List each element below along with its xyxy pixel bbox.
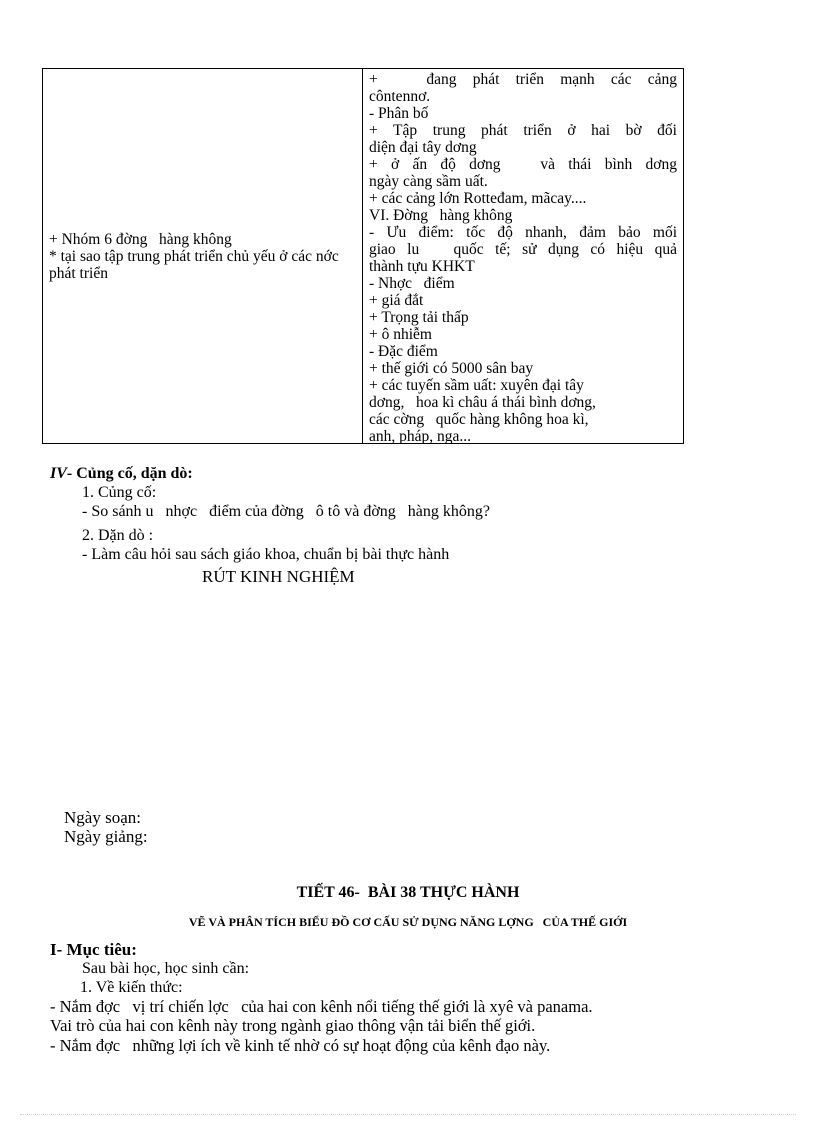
objective-line: - Nắm đợc vị trí chiến lợc của hai con kênh nổi tiếng thế giới là xyê và panama. — [50, 997, 593, 1016]
table-right-line: - Đặc điểm — [369, 343, 438, 360]
lesson-title: TIẾT 46- BÀI 38 THỰC HÀNH — [296, 884, 520, 901]
table-right-cell — [363, 69, 683, 443]
page-bottom-rule — [20, 1114, 796, 1115]
table-right-line: anh, pháp, nga... — [369, 428, 472, 443]
knowledge-heading: 1. Về kiến thức: — [80, 979, 183, 996]
table-right-line: + Tập trung phát triển ở hai bờ đối — [369, 122, 677, 139]
homework-text: - Làm câu hỏi sau sách giáo khoa, chuẩn bị bài thực hành — [82, 546, 450, 563]
teach-date-label: Ngày giảng: — [64, 827, 148, 846]
table-right-line: dơng, hoa kì châu á thái bình dơng, — [369, 394, 596, 411]
review-heading: RÚT KINH NGHIỆM — [202, 567, 355, 586]
table-right-line: diện đại tây dơng — [369, 139, 477, 156]
table-left-line: * tại sao tập trung phát triển chủ yếu ở các nớc phát triển — [49, 247, 351, 282]
table-right-line: + Trọng tải thấp — [369, 309, 469, 326]
objectives-intro: Sau bài học, học sinh cần: — [82, 960, 250, 977]
objective-line: - Nắm đợc những lợi ích về kinh tế nhờ có sự hoạt động của kênh đạo này. — [50, 1036, 551, 1055]
table-right-line: - Phân bố — [369, 105, 429, 122]
table-right-line: + các cảng lớn Rotteđam, mãcay.... — [369, 190, 587, 207]
content-table — [42, 68, 684, 444]
table-right-line: - Ưu điểm: tốc độ nhanh, đảm bảo mối — [369, 224, 677, 241]
consolidate-question: - So sánh u nhợc điểm của đờng ô tô và đờng hàng không? — [82, 503, 490, 520]
table-right-line: côntennơ. — [369, 88, 431, 105]
prep-date-label: Ngày soạn: — [64, 808, 141, 827]
table-right-line: giao lu quốc tế; sử dụng có hiệu quả — [369, 241, 677, 258]
table-right-line: VI. Đờng hàng không — [369, 207, 513, 224]
section-4-title: - Củng cố, dặn dò: — [66, 465, 193, 482]
consolidate-heading: 1. Củng cố: — [82, 484, 157, 501]
table-right-line: + đang phát triển mạnh các cảng — [369, 71, 677, 88]
section-4-number: IV — [50, 465, 67, 482]
table-right-line: - Nhợc điểm — [369, 275, 455, 292]
section-4-heading — [50, 465, 193, 483]
table-left-cell — [43, 69, 363, 443]
table-left-line: + Nhóm 6 đờng hàng không — [49, 230, 232, 248]
table-right-line: + ở ấn độ dơng và thái bình dơng — [369, 156, 677, 173]
table-right-line: ngày càng sầm uất. — [369, 173, 488, 190]
table-right-line: + các tuyến sầm uất: xuyên đại tây — [369, 377, 584, 394]
homework-heading: 2. Dặn dò : — [82, 527, 154, 544]
table-right-line: + giá đắt — [369, 292, 424, 309]
table-right-line: + ô nhiễm — [369, 326, 432, 343]
objective-line: Vai trò của hai con kênh này trong ngành giao thông vận tải biển thế giới. — [50, 1016, 536, 1035]
table-right-line: các cờng quốc hàng không hoa kì, — [369, 411, 589, 428]
table-right-line: thành tựu KHKT — [369, 258, 475, 275]
objectives-heading: I- Mục tiêu: — [50, 940, 137, 959]
table-right-line: + thế giới có 5000 sân bay — [369, 360, 534, 377]
lesson-subtitle: VẼ VÀ PHÂN TÍCH BIỂU ĐỒ CƠ CẤU SỬ DỤNG NĂNG LỢNG CỦA THẾ GIỚI — [188, 915, 628, 929]
